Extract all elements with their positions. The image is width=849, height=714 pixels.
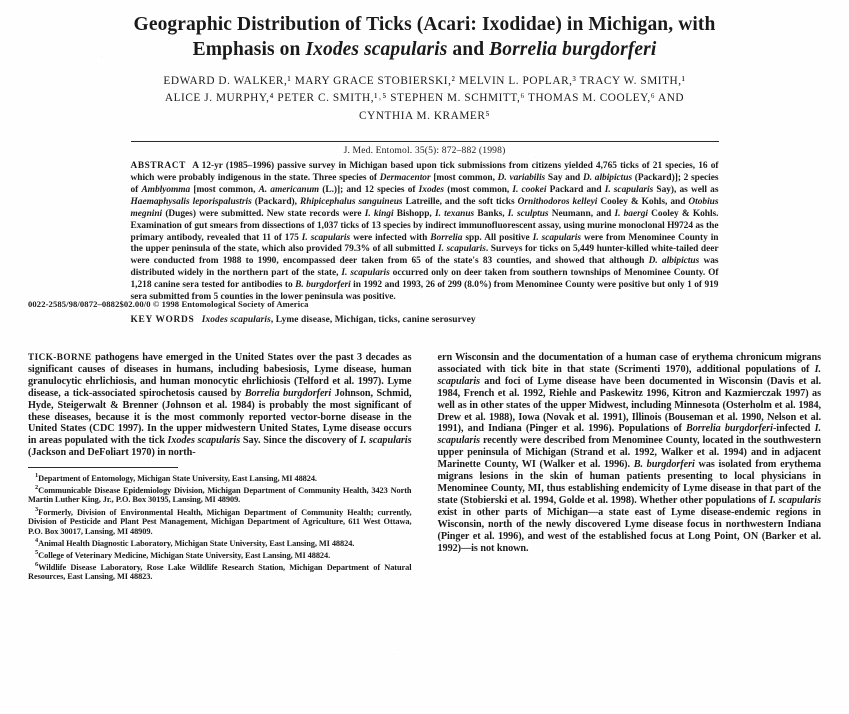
abstract-block — [131, 141, 719, 325]
footnote-text: Communicable Disease Epidemiology Division, Michigan Department of Community Health, 3423 North Martin Luther King, Jr., P.O. Box 30195, Lansing, MI 48909. — [28, 485, 412, 505]
body-columns — [28, 352, 821, 582]
scientific-name: Amblyomma — [141, 184, 191, 195]
footnote-item — [28, 561, 412, 582]
footnote-separator — [28, 467, 178, 468]
scientific-name: Borrelia burgdorferi — [244, 387, 332, 399]
footnote-text: Department of Entomology, Michigan State University, East Lansing, MI 48824. — [38, 473, 317, 483]
scientific-name: I. kingi — [364, 208, 394, 219]
title-line-2-prefix: Emphasis on — [192, 39, 306, 61]
footnote-item — [28, 537, 412, 548]
intro-paragraph-left-text: pathogens have emerged in the United States over the past 3 decades as significant causes of diseases in humans, including babesiosis, Lyme disease, human granulocytic ehrlichiosis, and human monocytic ehrlichiosis (Telford et al. 1997). Lyme disease, a tick-associated spirochetosis caused by Borrelia burgdorferi Johnson, Schmid, Hyde, Steigerwalt & Brenner (Johnson et al. 1984) is probably the most significant of these diseases, because it is the most commonly reported vector-borne disease in the United States (CDC 1997). In the upper midwestern United States, Lyme disease occurs in areas populated with the tick Ixodes scapularis Say. Since the discovery of I. scapularis (Jackson and DeFoliart 1970) in north- — [28, 352, 412, 459]
scientific-name: Dermacentor — [379, 173, 431, 184]
scientific-name: I. scapularis — [437, 244, 486, 255]
scientific-name: B. burgdorferi — [633, 459, 695, 471]
scientific-name: I. scapularis — [437, 363, 821, 387]
title-line-1: Geographic Distribution of Ticks (Acari: Ixodidae) in Michigan, with — [133, 14, 716, 35]
scientific-name: I. texanus — [434, 208, 475, 219]
scientific-name: Borrelia — [430, 232, 463, 243]
title-block — [0, 0, 849, 63]
title-species-ixodes: Ixodes scapularis — [305, 39, 448, 61]
scientific-name: I. scapularis — [604, 184, 654, 195]
keywords-label: KEY WORDS — [130, 314, 195, 325]
scientific-name: I. cookei — [512, 184, 547, 195]
journal-citation: J. Med. Entomol. 35(5): 872–882 (1998) — [343, 145, 506, 157]
footnote-text: College of Veterinary Medicine, Michigan State University, East Lansing, MI 48824. — [38, 550, 331, 560]
intro-paragraph-left — [28, 352, 412, 459]
footnote-marker: 6 — [35, 560, 39, 568]
scientific-name: Borrelia burgdorferi — [685, 423, 773, 435]
right-column — [438, 352, 822, 582]
footnote-item — [28, 506, 412, 537]
scientific-name: I. scapularis — [437, 423, 821, 447]
scientific-name: Ixodes scapularis — [167, 435, 241, 447]
title-species-borrelia: Borrelia burgdorferi — [489, 39, 657, 61]
footnote-item — [28, 484, 412, 505]
footnote-marker: 5 — [35, 548, 39, 556]
footnote-list — [28, 472, 412, 581]
footnote-text: Wildlife Disease Laboratory, Rose Lake Wildlife Research Station, Michigan Department of Natural Resources, East Lansing, MI 48823. — [28, 562, 412, 581]
scientific-name: I. scapularis — [359, 435, 412, 447]
author-line-2: ALICE J. MURPHY,⁴ PETER C. SMITH,¹˒⁵ STEPHEN M. SCHMITT,⁶ THOMAS M. COOLEY,⁶ AND — [164, 92, 685, 105]
page-title — [46, 12, 803, 63]
title-conjunction: and — [447, 39, 490, 61]
scientific-name: D. albipictus — [582, 173, 633, 184]
intro-paragraph-right-text: ern Wisconsin and the documentation of a human case of erythema chronicum migrans associated with tick bite in that state (Scrimenti 1970), additional populations of I. scapularis and foci of Lyme disease have been documented in Wisconsin (Davis et al. 1984, French et al. 1992, Riehle and Paskewitz 1996, Kitron and Kazmierczak 1997) as well as in other states of the upper Midwest, including Minnesota (Osterholm et al. 1984, Drew et al. 1988), Iowa (Novak et al. 1991), Illinois (Bouseman et al. 1990, Nelson et al. 1991), and Indiana (Pinger et al. 1996). Populations of Borrelia burgdorferi-infected I. scapularis recently were described from Menominee County, located in the southwestern upper peninsula of Michigan (Strand et al. 1992, Walker et al. 1994) and in adjacent Marinette County, WI (Walker et al. 1996). B. burgdorferi was isolated from erythema migrans lesions in the skin of human patients presenting to local physicians in Menominee County, MI, thus establishing endemicity of Lyme disease in that part of the state (Stobierski et al. 1994, Golde et al. 1998). Whether other populations of I. scapularis exist in other parts of Michigan—a state east of Lyme disease-endemic regions in Wisconsin, north of the newly discovered Lyme disease focus in northwestern Indiana (Pinger et al. 1996), and west of the established focus at Long Point, ON (Barker et al. 1992)—is not known. — [437, 352, 821, 554]
abstract-top-rule — [131, 141, 719, 142]
intro-paragraph-right — [438, 352, 822, 554]
author-line-1: EDWARD D. WALKER,¹ MARY GRACE STOBIERSKI,² MELVIN L. POPLAR,³ TRACY W. SMITH,¹ — [163, 74, 686, 87]
intro-smallcaps-lead: TICK-BORNE — [28, 352, 92, 362]
copyright-footer: 0022-2585/98/0872–0882$02.00/0 © 1998 Entomological Society of America — [28, 298, 309, 309]
keywords-line — [131, 315, 719, 325]
footnote-marker: 2 — [35, 484, 39, 492]
author-list — [0, 63, 849, 126]
left-column — [28, 352, 412, 582]
keyword-species: Ixodes scapularis — [201, 314, 271, 325]
scientific-name: I. scapularis — [769, 494, 821, 506]
footnote-item — [28, 549, 412, 560]
scientific-name: I. scapularis — [341, 268, 390, 279]
scientific-name: A. americanum — [258, 184, 320, 195]
scientific-name: D. variabilis — [497, 173, 546, 184]
footnote-text: Animal Health Diagnostic Laboratory, Michigan State University, East Lansing, MI 48824. — [38, 538, 355, 548]
footnote-marker: 1 — [35, 472, 39, 480]
footnote-marker: 4 — [35, 536, 39, 544]
scientific-name: Ornithodoros kelleyi — [517, 196, 598, 207]
scientific-name: D. albipictus — [648, 256, 700, 267]
scientific-name: I. sculptus — [507, 208, 549, 219]
scientific-name: I. scapularis — [301, 232, 351, 243]
footnote-marker: 3 — [35, 505, 39, 513]
scientific-name: I. scapularis — [532, 232, 582, 243]
keywords-rest: , Lyme disease, Michigan, ticks, canine serosurvey — [270, 314, 476, 325]
scientific-name: I. baergi — [614, 208, 648, 219]
abstract-label: ABSTRACT — [130, 161, 186, 172]
abstract-text — [131, 161, 719, 304]
footnote-text: Formerly, Division of Environmental Health, Michigan Department of Community Health; currently, Division of Pesticide and Plant Pest Management, Michigan Department of Agriculture, 611 West Ottawa, P.O. Box 30017, Lansing, MI 48909. — [28, 507, 412, 536]
scientific-name: Otobius megnini — [130, 196, 719, 219]
scientific-name: Haemaphysalis leporispalustris — [130, 196, 252, 207]
scientific-name: B. burgdorferi — [295, 280, 351, 291]
scientific-name: Rhipicephalus sanguineus — [299, 196, 403, 207]
scientific-name: Ixodes — [418, 184, 445, 195]
abstract-paragraph: A 12-yr (1985–1996) passive survey in Michigan based upon tick submissions from citizens yielded 4,765 ticks of 21 species, 16 of which were probably indigenous in the state. Three species of Dermacentor [most common, D. variabilis Say and D. albipictus (Packard)]; 2 species of Amblyomma [most common, A. americanum (L.)]; and 12 species of Ixodes (most common, I. cookei Packard and I. scapularis Say), as well as Haemaphysalis leporispalustris (Packard), Rhipicephalus sanguineus Latreille, and the soft ticks Ornithodoros kelleyi Cooley & Kohls, and Otobius megnini (Duges) were submitted. New state records were I. kingi Bishopp, I. texanus Banks, I. sculptus Neumann, and I. baergi Cooley & Kohls. Examination of gut smears from dissections of 1,037 ticks of 13 species by indirect immunofluorescent assay, using murine monoclonal H9724 as the primary antibody, revealed that 11 of 175 I. scapularis were infected with Borrelia spp. All positive I. scapularis were from Menominee County in the upper peninsula of the state, which also provided 79.3% of all submitted I. scapularis. Surveys for ticks on 5,449 hunter-killed white-tailed deer were conducted from 1988 to 1990, encompassed deer taken from 65 of the state's 83 counties, and showed that although D. albipictus was distributed widely in the northern part of the state, I. scapularis occurred only on deer taken from southern townships of Menominee County. Of 1,218 canine sera tested for antibodies to B. burgdorferi in 1992 and 1993, 26 of 299 (8.0%) from Menominee County were positive but only 1 of 919 sera submitted from 5 counties in the lower peninsula was positive. — [130, 161, 719, 302]
author-line-3: CYNTHIA M. KRAMER⁵ — [359, 109, 490, 122]
footnote-item — [28, 472, 412, 483]
